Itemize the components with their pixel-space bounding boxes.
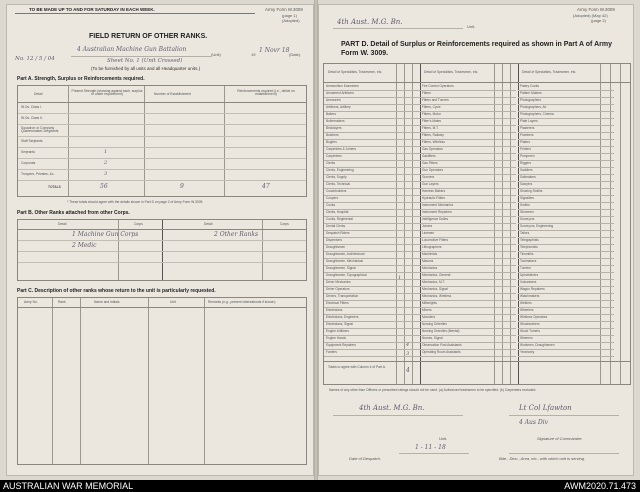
part-d-row-label: Telegraphists [520,238,539,242]
part-d-row-label: Gas Operators [422,147,443,151]
handwritten-count: 3 [406,351,410,357]
part-d-row-label: Carpenters & Joiners [326,147,356,151]
part-d-row-label: Tinsmiths [520,252,534,256]
part-d-row-label: Nursing Orderlies (Mental) [422,329,460,333]
part-d-row-label: Workmen, Draughtsmen [520,343,555,347]
part-d-row-label: Yeomanry [520,350,535,354]
part-d-row-label: Platers [520,140,530,144]
handwritten-despatch-date: 1 - 11 - 18 [415,444,446,451]
part-d-row-label: Armourers [326,98,341,102]
part-b-col-detail: Detail [58,222,67,226]
totals-note: Totals to agree with Column 4 of Part A. [328,365,386,369]
form-reference-right: Army Form W.3009 [577,7,615,12]
handwritten-count: 4 [406,367,410,374]
part-d-row-label: Dispensers [326,238,342,242]
part-c-col-remarks: Remarks (e.g., present whereabouts if known) [208,300,276,304]
year-prefix: 19 [251,52,256,57]
part-d-row-label: Coachbuilders [326,189,347,193]
part-d-row-label: Plasterers [520,126,535,130]
part-d-row-label: Butchers [326,133,339,137]
brigade-caption: Bde., Divn., Area, etc., with which unit is serving. [499,456,586,461]
handwritten-reference-tail: Sheet No. 1 (Unit Crossed) [107,58,183,64]
form-title: FIELD RETURN OF OTHER RANKS. [89,33,208,40]
archive-footer [0,480,640,492]
part-d-row-label: Riggers [520,161,531,165]
part-d-row-rule [324,139,420,140]
part-d-row-label: Draughtsmen, Signal [326,266,356,270]
part-a-row: Staff Serjeants [21,139,43,143]
part-d-row-rule [518,160,614,161]
part-d-row-label: Wheelers [520,308,534,312]
part-d-row-rule [420,174,516,175]
part-d-row-label: Photographers [520,98,541,102]
adopted-label-right: (Adopted) (Map 42) [573,13,608,18]
part-d-row-label: Ammunition Examiners [326,84,359,88]
part-d-row-label: Bricklayers [326,126,342,130]
part-d-table [323,63,631,385]
part-d-row-rule [420,223,516,224]
part-d-row-label: Vulcanisers [520,280,537,284]
part-d-row-label: Intelligence Duties [422,217,449,221]
part-c-col-rank: Rank [58,300,66,304]
right-page [318,4,634,476]
part-c-col-name: Name and Initials [94,300,120,304]
part-d-row-label: Clerks, Technical [326,182,351,186]
part-d-row-label: Pumpmen [520,154,535,158]
handwritten-mark: 2 [104,160,108,166]
part-d-row-label: Photographers, Cinema [520,112,554,116]
part-a-row: Corporals [21,161,36,165]
part-d-row-label: Mechanics, M.T. [422,280,446,284]
part-c-heading: Part C. Description of other ranks whose return to the unit is particularly requested. [17,288,216,294]
part-d-row-label: Buglers [326,140,337,144]
part-d-row-rule [420,258,516,259]
part-d-row-rule [518,230,614,231]
part-d-row-rule [420,307,516,308]
handwritten-total-reinforcements: 47 [262,183,270,190]
footer-institution: AUSTRALIAN WAR MEMORIAL [3,481,134,491]
part-d-row-label: Upholsterers [520,273,539,277]
part-b-heading: Part B. Other Ranks attached from other Corps. [17,210,130,216]
part-d-row-rule [324,111,420,112]
part-b-col-detail-2: Detail [204,222,213,226]
part-d-row-label: Wood Turners [520,329,540,333]
part-d-row-label: Coopers [326,196,339,200]
unit-caption-right: Unit. [467,24,476,29]
part-d-row-label: Fitters and Turners [422,98,449,102]
part-d-row-label: Welders [520,301,532,305]
part-d-row-label: Draughtsmen, Architectural [326,252,365,256]
part-d-row-label: Masons [422,259,434,263]
part-b-col-corps: Corps [134,222,143,226]
part-d-row-label: Equipment Repairers [326,343,356,347]
part-d-row-label: Fitters, Railway [422,133,444,137]
part-d-row-label: Clerks, Hospital [326,210,349,214]
left-page [6,4,314,476]
part-d-row-label: Gasfitters [422,154,436,158]
handwritten-part-b-entry: 2 Other Ranks [214,231,259,238]
handwritten-date: 1 Novr 18 [259,47,290,54]
part-d-column-header: Detail of Specialists, Tradesmen, etc. [424,70,479,74]
part-d-row-label: Clerks [326,161,336,165]
part-d-row-label: Drivers, Transportation [326,294,359,298]
part-d-row-label: Operating Room Assistants [422,350,461,354]
part-d-row-rule [420,230,516,231]
page-reference: (page 1) [282,13,297,18]
part-d-title: PART D. Detail of Surplus or Reinforcements required as shown in Part A of Army Form W. 3009. [341,41,612,57]
part-d-row-rule [420,356,516,357]
part-d-row-label: Moulders [422,315,436,319]
part-d-row-label: Clerks, Engineering [326,168,354,172]
part-d-row-label: Electrical Fitters [326,301,349,305]
part-d-row-label: Observation Post Assistants [422,343,462,347]
part-a-col-establishment: Number of Establishment [154,92,192,96]
part-d-row-rule [518,139,614,140]
part-d-row-label: Draughtsmen [326,245,346,249]
handwritten-reference: No. 12 / 5 / 04 [15,56,55,62]
handwritten-total-present: 56 [100,183,108,190]
part-d-row-rule [324,349,420,350]
part-d-row-label: Nursing Orderlies [422,322,447,326]
part-d-row-label: Gun Operators [422,168,444,172]
part-d-row-label: Gun Layers [422,182,439,186]
part-d-row-label: Printers [520,147,531,151]
part-d-footnotes: Names of any other than Officers or prescribed ratings should not be used. (a) Authorized tradesmen to be specified. (b) Carpenters excluded. [329,388,537,392]
part-d-row-label: Linemen [422,231,435,235]
part-d-row-rule [324,160,420,161]
part-a-col-detail: Detail [34,92,43,96]
part-d-row-label: Farriers [326,350,337,354]
part-d-row-label: Millwrights [422,301,437,305]
part-d-row-label: Mechanics, Signal [422,287,448,291]
part-d-row-label: Clerks, Supply [326,175,347,179]
part-d-row-label: Boilermakers [326,119,345,123]
part-d-row-label: Plumbers [520,133,534,137]
part-d-row-label: Surveyors [520,217,535,221]
part-a-row: W.Os. Class I. [21,105,42,109]
part-d-row-rule [324,195,420,196]
part-d-row-label: Gas Fitters [422,161,438,165]
part-c-col-army-no: Army No. [24,300,38,304]
adopted-label: (Adopted) [282,18,300,23]
part-d-row-rule [518,300,614,301]
part-a-footnote: * These totals should agree with the details shown in Part D on page 2 of Army Form W.3009. [67,200,204,204]
part-d-row-label: Bakers [326,112,336,116]
part-d-row-rule [324,202,420,203]
handwritten-mark: 1 [104,149,108,155]
part-d-row-label: Fire Control Operators [422,84,454,88]
part-d-row-label: Cooks [326,203,336,207]
part-d-row-label: Smiths [520,203,530,207]
part-d-row-label: Wiremen [520,336,533,340]
part-d-row-label: Telephonists [520,245,538,249]
part-d-row-label: Plate Layers [520,119,538,123]
part-d-row-label: Artificers, Artillery [326,105,351,109]
part-a-col-reinforcements: Reinforcements required (i.e., deficit on establishment) [237,89,295,97]
part-d-row-label: Dental Clerks [326,224,346,228]
part-d-row-label: Fitters, Wireless [422,140,445,144]
footer-accession-number: AWM2020.71.473 [564,481,636,491]
part-d-row-label: Machinists [422,252,438,256]
instruction-note: (To be furnished by all units and all Headquarter units.) [91,66,201,71]
part-d-column-header: Detail of Specialists, Tradesmen, etc. [522,70,577,74]
part-d-row-label: Mechanics, General [422,273,451,277]
part-d-row-label: Signallers [520,196,534,200]
part-d-row-label: Fitters, Motor [422,112,441,116]
part-c-col-unit: Unit [170,300,176,304]
part-d-row-label: Locomotive Fitters [422,238,449,242]
part-d-row-label: Electricians, Signal [326,322,353,326]
despatch-caption: Date of Despatch. [349,456,382,461]
handwritten-part-b-entry: 1 Machine Gun Corps [72,231,139,238]
part-d-row-label: Pattern Makers [520,91,542,95]
part-d-row-rule [518,265,614,266]
date-caption: (Date). [289,52,302,57]
part-d-row-label: Storemen [520,210,534,214]
part-a-table [17,85,307,197]
handwritten-unit-right: 4th Aust. M.G. Bn. [337,18,403,26]
part-d-row-rule [518,202,614,203]
part-d-row-label: Draughtsmen, Topographical [326,273,367,277]
part-d-row-label: Wagon Repairers [520,287,545,291]
part-d-row-label: Fitter's Mates [422,119,442,123]
part-d-row-label: Cooks, Regimental [326,217,353,221]
part-a-row: Serjeants [21,150,35,154]
part-d-row-label: Electricians, Engineers [326,315,359,319]
part-d-row-label: Driver Operators [326,287,350,291]
part-d-row-label: Joiners [422,224,433,228]
handwritten-unit: 4 Australian Machine Gun Battalion [77,46,187,53]
handwritten-total-establishment: 9 [180,183,184,190]
part-d-row-label: Shoeing Smiths [520,189,543,193]
part-d-row-label: Armament Artificers [326,91,354,95]
part-d-row-label: Tailors [520,231,530,235]
part-a-col-present: Present Strength (showing against each, surplus or under requirement) [71,89,143,97]
handwritten-brigade: 4 Aus Div [519,419,549,426]
part-d-row-label: Draughtsmen, Mechanical [326,259,364,263]
handwritten-signature: Lt Col Lfawton [519,404,572,412]
part-a-totals-label: TOTALS [48,185,61,189]
part-c-table [17,297,307,465]
part-d-row-label: Sawyers [520,182,533,186]
part-d-row-label: Driver Mechanics [326,280,351,284]
handwritten-count: 1 [398,275,402,281]
signature-caption: Signature of Commander. [537,436,583,441]
part-d-row-label: Woodworkers [520,322,540,326]
page-reference-right: (page 2) [591,18,606,23]
part-d-row-label: Saddlers [520,168,533,172]
part-b-table [17,219,307,281]
part-d-row-label: Photographers, Air [520,105,547,109]
part-d-row-label: Instrument Repairers [422,210,452,214]
part-d-row-rule [518,146,614,147]
part-d-row-label: Nurses, Signal [422,336,443,340]
part-d-row-label: Lithographers [422,245,442,249]
part-d-row-rule [518,356,614,357]
part-d-row-label: Engine Artificers [326,329,350,333]
part-d-row-label: Fitters [422,91,431,95]
part-d-row-label: Electricians [326,308,343,312]
handwritten-count: 4 [406,342,410,348]
top-banner: TO BE MADE UP TO AND FOR SATURDAY IN EACH WEEK. [29,7,155,12]
handwritten-mark: 3 [104,171,108,177]
part-b-col-corps-2: Corps [280,222,289,226]
part-d-row-label: Harness Makers [422,189,446,193]
part-d-row-label: Carpenters [326,154,342,158]
part-d-row-label: Instrument Mechanics [422,203,454,207]
unit-caption: (Unit) [211,52,221,57]
part-d-row-label: Hydraulic Fitters [422,196,446,200]
part-a-row: Squadron or Company Quartermaster-Sergeants [21,126,59,134]
part-d-row-label: Turners [520,266,531,270]
part-d-row-label: Gunners [422,175,435,179]
part-d-row-label: Mechanics, Wireless [422,294,452,298]
part-d-row-label: Sailmakers [520,175,536,179]
part-d-row-label: Surveyors, Engineering [520,224,554,228]
part-d-row-label: Wireless Operators [520,315,548,319]
part-d-row-label: Watchmakers [520,294,540,298]
part-a-row: Troopers, Privates, &c. [21,172,55,176]
part-d-row-label: Miners [422,308,432,312]
part-a-row: W.Os. Class II. [21,116,43,120]
part-d-row-label: Mechanics [422,266,438,270]
unit-caption-bottom: Unit. [439,436,448,441]
part-d-row-label: Despatch Riders [326,231,350,235]
part-d-row-label: Toolmakers [520,259,537,263]
part-d-row-label: Engine Hands [326,336,347,340]
form-reference: Army Form W.3009 [265,7,303,12]
part-d-row-label: Pastry Cooks [520,84,539,88]
part-a-heading: Part A. Strength, Surplus or Reinforcements required. [17,76,145,82]
handwritten-part-b-entry: 2 Medic [72,242,97,249]
part-d-column-header: Detail of Specialists, Tradesmen, etc. [328,70,383,74]
part-d-row-rule [420,90,516,91]
handwritten-unit-bottom: 4th Aust. M.G. Bn. [359,404,425,412]
part-d-row-label: Fitters, Cycle [422,105,441,109]
part-d-row-rule [518,181,614,182]
part-d-row-label: Fitters, M.T. [422,126,439,130]
